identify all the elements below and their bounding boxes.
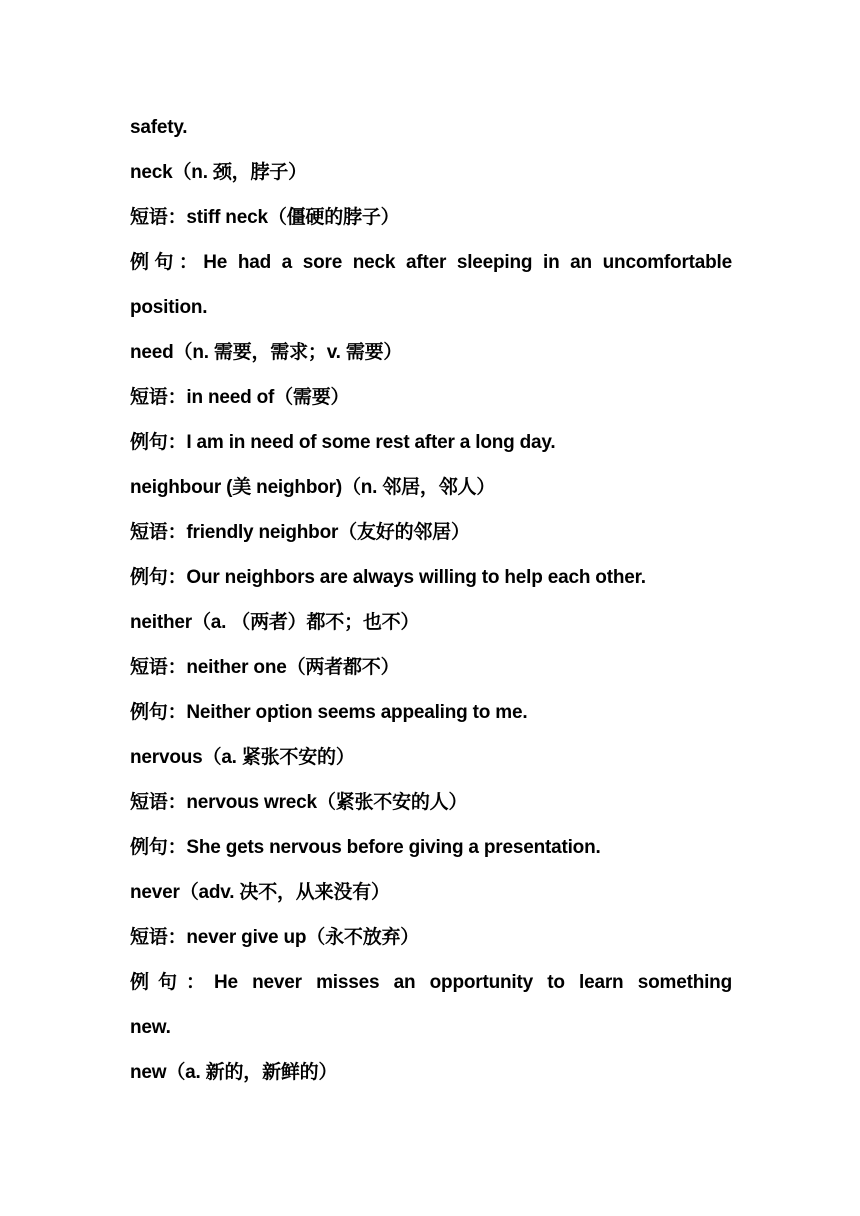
text-line: safety. [130,117,188,138]
text-line: position. [130,297,208,318]
example-line: 例句：He had a sore neck after sleeping in an uncomfortable [130,252,732,273]
example-line: 例句：Our neighbors are always willing to help each other. [130,567,646,588]
entry-headword: nervous（a. 紧张不安的） [130,747,355,768]
phrase-line: 短语：nervous wreck（紧张不安的人） [130,792,468,813]
example-line: 例句：Neither option seems appealing to me. [130,702,528,723]
example-line: 例句：I am in need of some rest after a long day. [130,432,556,453]
phrase-line: 短语：never give up（永不放弃） [130,927,420,948]
phrase-line: 短语：friendly neighbor（友好的邻居） [130,522,470,543]
text-line: new. [130,1017,171,1038]
entry-headword: neighbour (美 neighbor)（n. 邻居，邻人） [130,477,496,498]
entry-headword: neck（n. 颈，脖子） [130,162,307,183]
example-line: 例句：She gets nervous before giving a presentation. [130,837,601,858]
entry-headword: neither（a. （两者）都不；也不） [130,612,420,633]
phrase-line: 短语：in need of（需要） [130,387,350,408]
entry-headword: new（a. 新的，新鲜的） [130,1062,338,1083]
example-line: 例句：He never misses an opportunity to learn something [130,972,732,993]
phrase-line: 短语：stiff neck（僵硬的脖子） [130,207,400,228]
document-body [130,105,732,1095]
entry-headword: need（n. 需要，需求；v. 需要） [130,342,403,363]
entry-headword: never（adv. 决不，从来没有） [130,882,390,903]
phrase-line: 短语：neither one（两者都不） [130,657,400,678]
